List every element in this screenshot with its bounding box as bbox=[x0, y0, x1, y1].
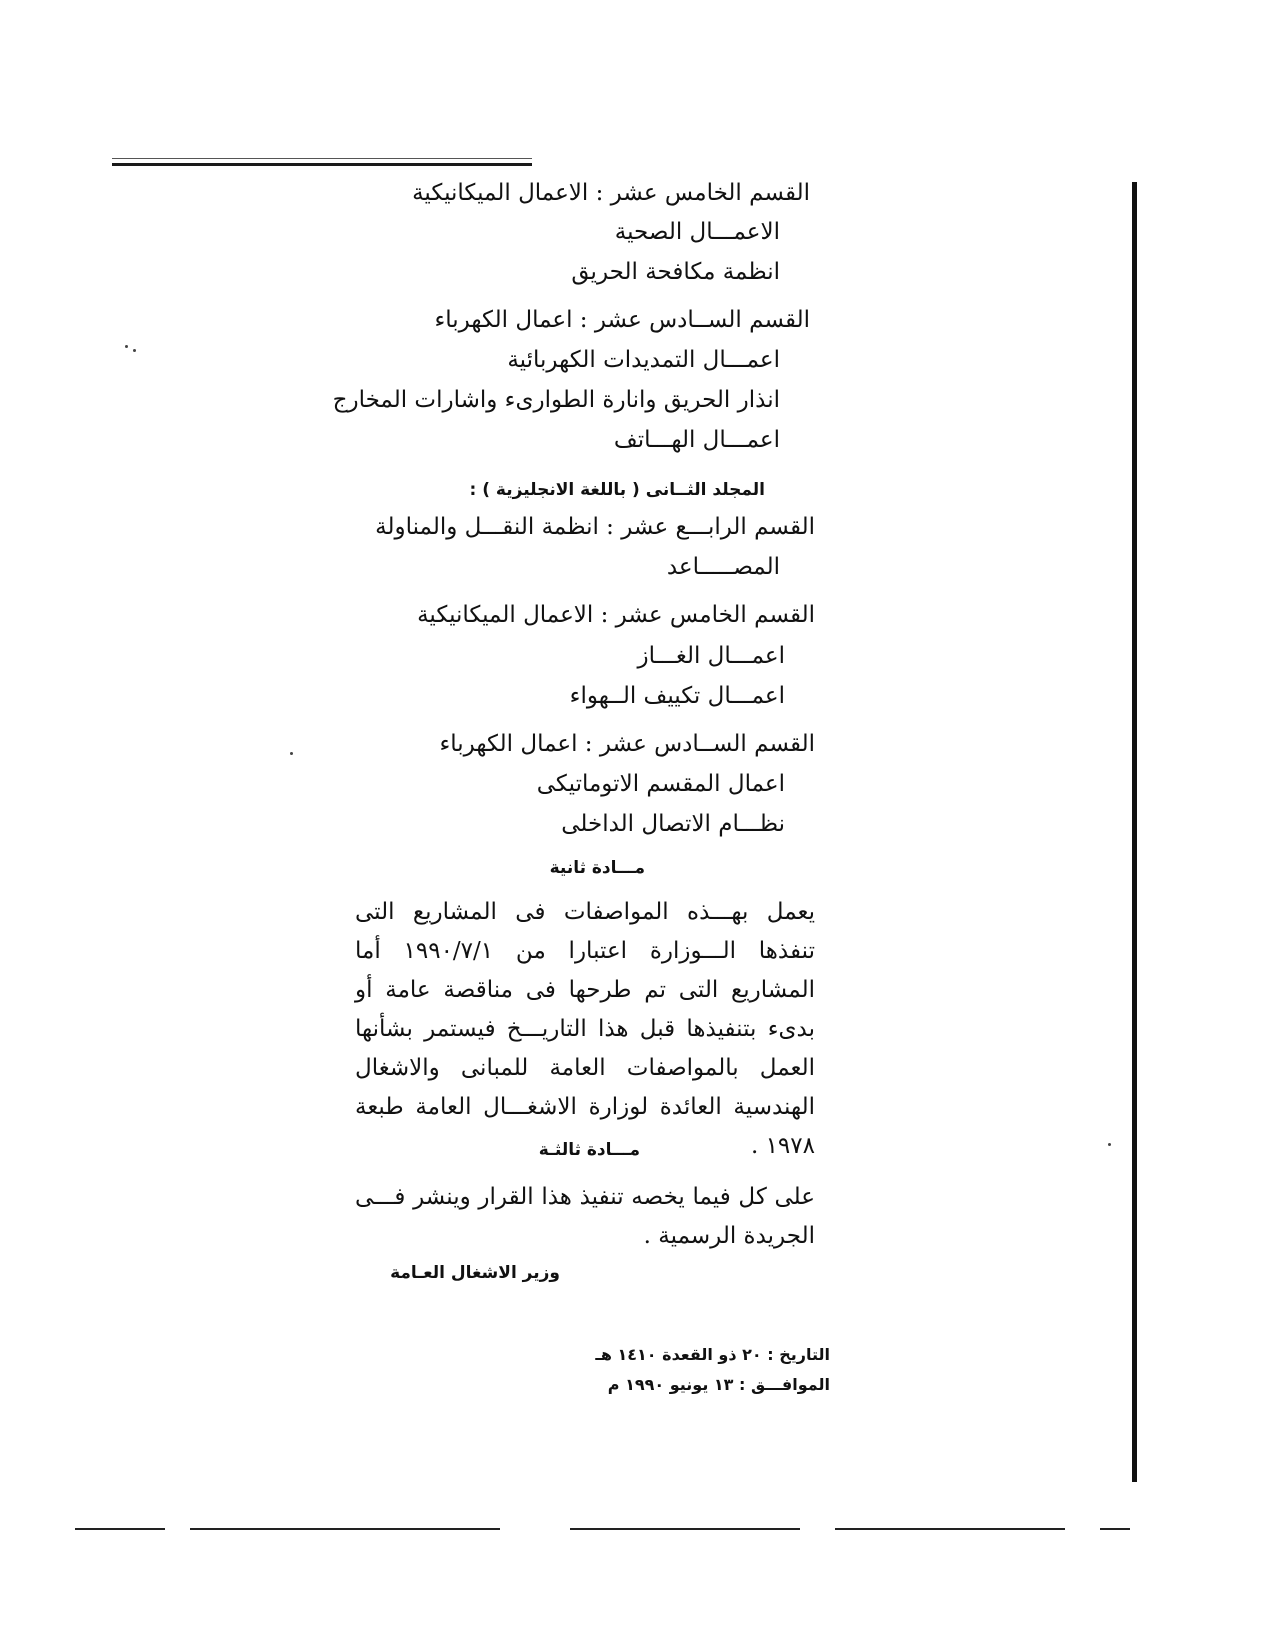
section-15-item-firefighting: انظمة مكافحة الحريق bbox=[571, 259, 780, 285]
section-15b-title: القسم الخامس عشر : الاعمال الميكانيكية bbox=[417, 602, 815, 628]
top-rule bbox=[112, 163, 532, 166]
bottom-rule-2 bbox=[190, 1528, 500, 1530]
hijri-date: التاريخ : ٢٠ ذو القعدة ١٤١٠ هـ bbox=[595, 1345, 830, 1364]
section-14-item-elevators: المصـــــاعد bbox=[666, 554, 780, 580]
article-3-heading: مـــادة ثالثـة bbox=[538, 1140, 640, 1160]
bottom-rule-5 bbox=[1100, 1528, 1130, 1530]
section-16-item-telephone: اعمـــال الهـــاتف bbox=[613, 427, 780, 453]
article-3-body: على كل فيما يخصه تنفيذ هذا القرار وينشر فـــى الجريدة الرسمية . bbox=[355, 1184, 815, 1249]
scan-speck bbox=[125, 345, 128, 348]
scan-speck bbox=[1108, 1143, 1111, 1146]
volume-2-heading: المجلد الثــانى ( باللغة الانجليزية ) : bbox=[469, 480, 765, 500]
section-16b-item-intercom: نظـــام الاتصال الداخلى bbox=[561, 811, 785, 837]
section-15b-item-aircon: اعمـــال تكييف الــهواء bbox=[569, 683, 785, 709]
bottom-rule-3 bbox=[570, 1528, 800, 1530]
scan-speck bbox=[133, 349, 136, 352]
section-15b-item-gas: اعمـــال الغـــاز bbox=[637, 643, 785, 669]
scan-speck bbox=[290, 752, 293, 755]
article-2-heading: مـــادة ثانية bbox=[549, 858, 645, 878]
right-margin-rule bbox=[1132, 182, 1137, 1482]
section-16b-item-exchange: اعمال المقسم الاتوماتيكى bbox=[536, 771, 785, 797]
section-16-item-fire-alarm: انذار الحريق وانارة الطوارىء واشارات المخارج bbox=[332, 387, 780, 413]
bottom-rule-4 bbox=[835, 1528, 1065, 1530]
minister-signature-title: وزير الاشغال العـامة bbox=[390, 1263, 560, 1283]
bottom-rule-1 bbox=[75, 1528, 165, 1530]
gregorian-date: الموافـــق : ١٣ يونيو ١٩٩٠ م bbox=[607, 1375, 830, 1394]
section-16-item-wiring: اعمـــال التمديدات الكهربائية bbox=[507, 347, 780, 373]
top-rule-thin bbox=[112, 158, 532, 159]
section-16-title: القسم الســادس عشر : اعمال الكهرباء bbox=[434, 307, 810, 333]
section-15-title: القسم الخامس عشر : الاعمال الميكانيكية bbox=[412, 180, 810, 206]
section-14-title: القسم الرابـــع عشر : انظمة النقـــل والمناولة bbox=[375, 514, 815, 540]
section-15-item-sanitary: الاعمـــال الصحية bbox=[614, 219, 780, 245]
article-2-body: يعمل بهـــذه المواصفات فى المشاريع التى تنفذها الـــوزارة اعتبارا من ١٩٩٠/٧/١ أما المشاريع التى تم طرحها فى مناقصة عامة أو بدىء بتنفيذها قبل هذا التاريـــخ فيستمر بشأنها العمل بالمواصفات العامة للمبانى والاشغال الهندسية العائدة لوزارة الاشغـــال العامة طبعة ١٩٧٨ . bbox=[355, 899, 815, 1159]
section-16b-title: القسم الســادس عشر : اعمال الكهرباء bbox=[439, 731, 815, 757]
